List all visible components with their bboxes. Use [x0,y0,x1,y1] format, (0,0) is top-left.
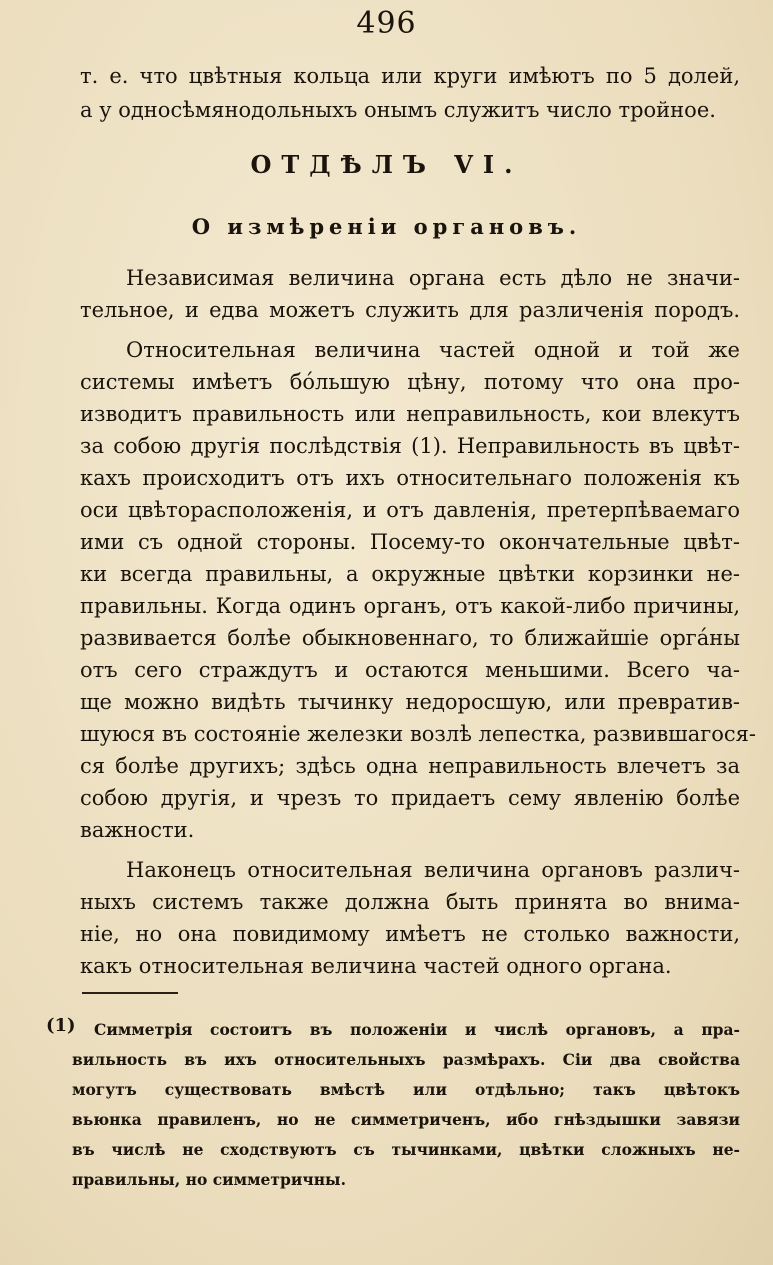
paragraph-line: ки всегда правильны, а окружные цвѣтки корзинки не- [80,562,740,586]
paragraph-line: Относительная величина частей одной и той же [126,338,740,362]
paragraph-line: ныхъ системъ также должна быть принята во внима- [80,890,740,914]
paragraph-line: важности. [80,818,195,842]
paragraph-line: ніе, но она повидимому имѣетъ не столько важности, [80,922,740,946]
paragraph-line: системы имѣетъ бо́льшую цѣну, потому что она про- [80,370,740,394]
footnote-line: правильны, но симметричны. [72,1170,346,1189]
footnote-line: Симметрія состоитъ въ положеніи и числѣ органовъ, а пра- [94,1020,740,1039]
paragraph-line: развивается болѣе обыкновеннаго, то ближайшіе орга́ны [80,626,740,650]
paragraph-line: за собою другія послѣдствія (1). Неправильность въ цвѣт- [80,434,740,458]
footnote-line: могутъ существовать вмѣстѣ или отдѣльно; такъ цвѣтокъ [72,1080,740,1099]
footnote-line: вильность въ ихъ относительныхъ размѣрахъ. Сіи два свойства [72,1050,740,1069]
footnote-divider [82,992,178,994]
subsection-heading: О измѣреніи органовъ. [191,214,582,239]
page-number: 496 [356,6,417,41]
paragraph-line: тельное, и едва можетъ служить для различенія породъ. [80,298,740,322]
paragraph-line: кахъ происходитъ отъ ихъ относительнаго положенія къ [80,466,740,490]
paragraph-line: Независимая величина органа есть дѣло не значи- [126,266,740,290]
paragraph-line: собою другія, и чрезъ то придаетъ сему явленію болѣе [80,786,740,810]
paragraph-line: ще можно видѣть тычинку недоросшую, или превратив- [80,690,740,714]
paragraph-line: оси цвѣторасположенія, и отъ давленія, претерпѣваемаго [80,498,740,522]
paragraph-line: шуюся въ состояніе железки возлѣ лепестка, развившагося- [80,722,756,746]
paragraph-line: изводитъ правильность или неправильность, кои влекутъ [80,402,740,426]
section-heading: ОТДѢЛЪ VI. [250,150,523,179]
paragraph-line: Наконецъ относительная величина органовъ различ- [126,858,740,882]
intro-line: а у односѣмянодольныхъ онымъ служитъ число тройное. [80,98,716,122]
paragraph-line: отъ сего страждутъ и остаются меньшими. Всего ча- [80,658,740,682]
paragraph-line: правильны. Когда одинъ органъ, отъ какой-либо причины, [80,594,740,618]
footnote-line: вьюнка правиленъ, но не симметриченъ, ибо гнѣздышки завязи [72,1110,740,1129]
intro-line: т. е. что цвѣтныя кольца или круги имѣютъ по 5 долей, [80,64,740,88]
paragraph-line: ими съ одной стороны. Посему-то окончательные цвѣт- [80,530,740,554]
paragraph-line: какъ относительная величина частей одного органа. [80,954,672,978]
footnote-line: въ числѣ не сходствуютъ съ тычинками, цвѣтки сложныхъ не- [72,1140,740,1159]
paragraph-line: ся болѣе другихъ; здѣсь одна неправильность влечетъ за [80,754,740,778]
footnote-marker: (1) [46,1015,76,1036]
